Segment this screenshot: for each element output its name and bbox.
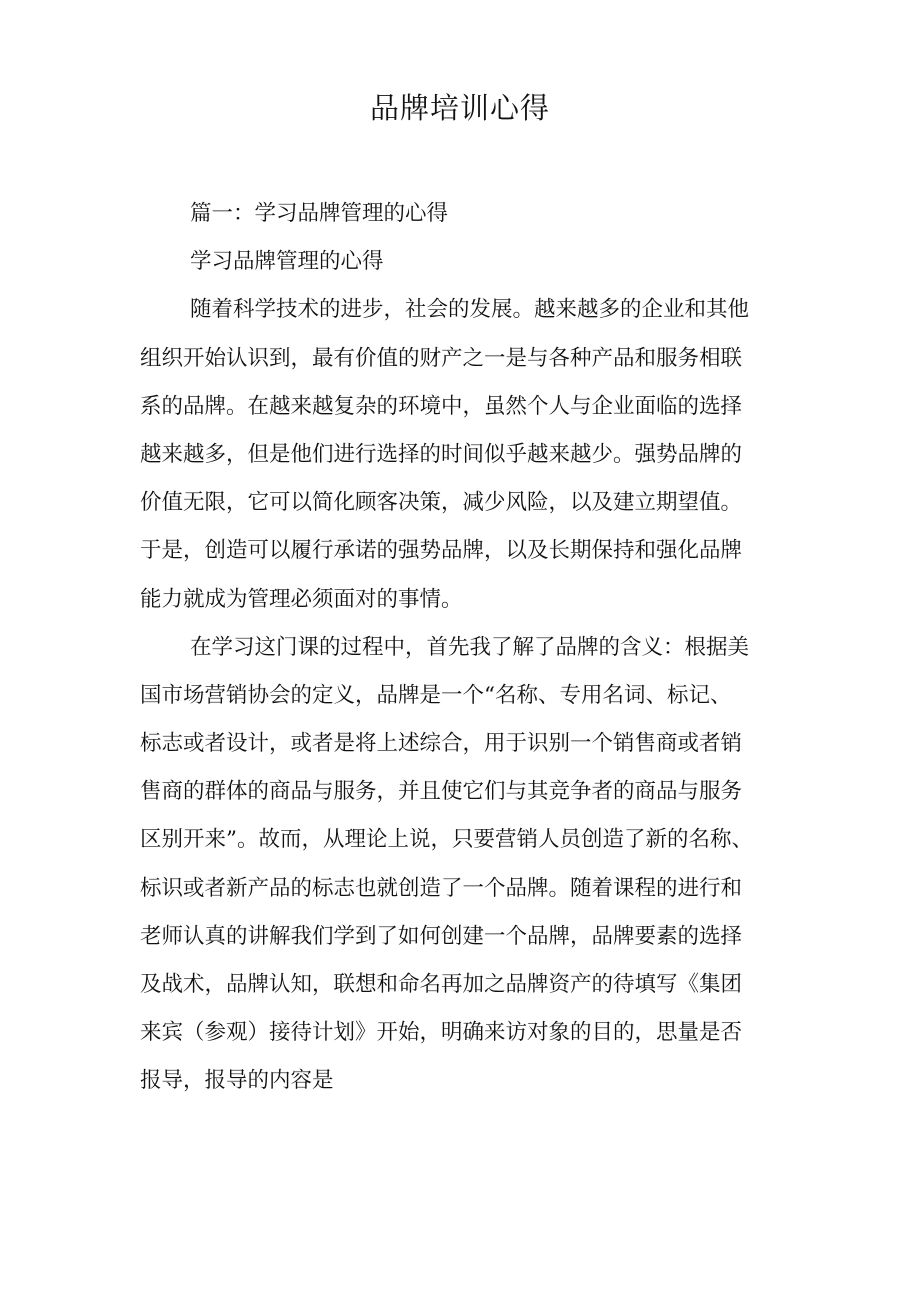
- paragraph-line: 能力就成为管理必须面对的事情。: [140, 586, 463, 612]
- paragraph-line: 报导，报导的内容是: [140, 1068, 334, 1094]
- paragraph-1: [140, 286, 820, 623]
- paragraph-line: 售商的群体的商品与服务，并且使它们与其竞争者的商品与服务: [140, 779, 743, 805]
- sub-heading: [140, 238, 820, 286]
- paragraph-line: 系的品牌。在越来越复杂的环境中，虽然个人与企业面临的选择: [140, 393, 743, 419]
- paragraph-line: 区别开来”。故而，从理论上说，只要营销人员创造了新的名称、: [140, 827, 753, 853]
- paragraph-line: 组织开始认识到，最有价值的财产之一是与各种产品和服务相联: [140, 345, 743, 371]
- section-heading-text: 篇一：学习品牌管理的心得: [190, 201, 449, 226]
- paragraph-line: 越来越多，但是他们进行选择的时间似乎越来越少。强势品牌的: [140, 441, 743, 467]
- paragraph-line: 老师认真的讲解我们学到了如何创建一个品牌，品牌要素的选择: [140, 923, 743, 949]
- paragraph-line: 国市场营销协会的定义，品牌是一个“名称、专用名词、标记、: [140, 682, 732, 708]
- paragraph-line: 在学习这门课的过程中，首先我了解了品牌的含义：根据美: [190, 634, 750, 660]
- document-title: 品牌培训心得: [369, 91, 550, 125]
- document-body: [140, 190, 820, 1106]
- section-heading: [140, 190, 820, 238]
- paragraph-2: [140, 624, 820, 1106]
- paragraph-line: 来宾（参观）接待计划》开始，明确来访对象的目的，思量是否: [140, 1020, 743, 1046]
- sub-heading-text: 学习品牌管理的心得: [190, 249, 384, 275]
- paragraph-line: 及战术，品牌认知，联想和命名再加之品牌资产的待填写《集团: [140, 972, 743, 997]
- paragraph-line: 标志或者设计，或者是将上述综合，用于识别一个销售商或者销: [140, 731, 743, 757]
- paragraph-line: 于是，创造可以履行承诺的强势品牌，以及长期保持和强化品牌: [140, 538, 743, 564]
- paragraph-line: 标识或者新产品的标志也就创造了一个品牌。随着课程的进行和: [140, 875, 743, 901]
- paragraph-line: 价值无限，它可以简化顾客决策，减少风险，以及建立期望值。: [140, 490, 743, 516]
- paragraph-line: 随着科学技术的进步，社会的发展。越来越多的企业和其他: [190, 297, 750, 323]
